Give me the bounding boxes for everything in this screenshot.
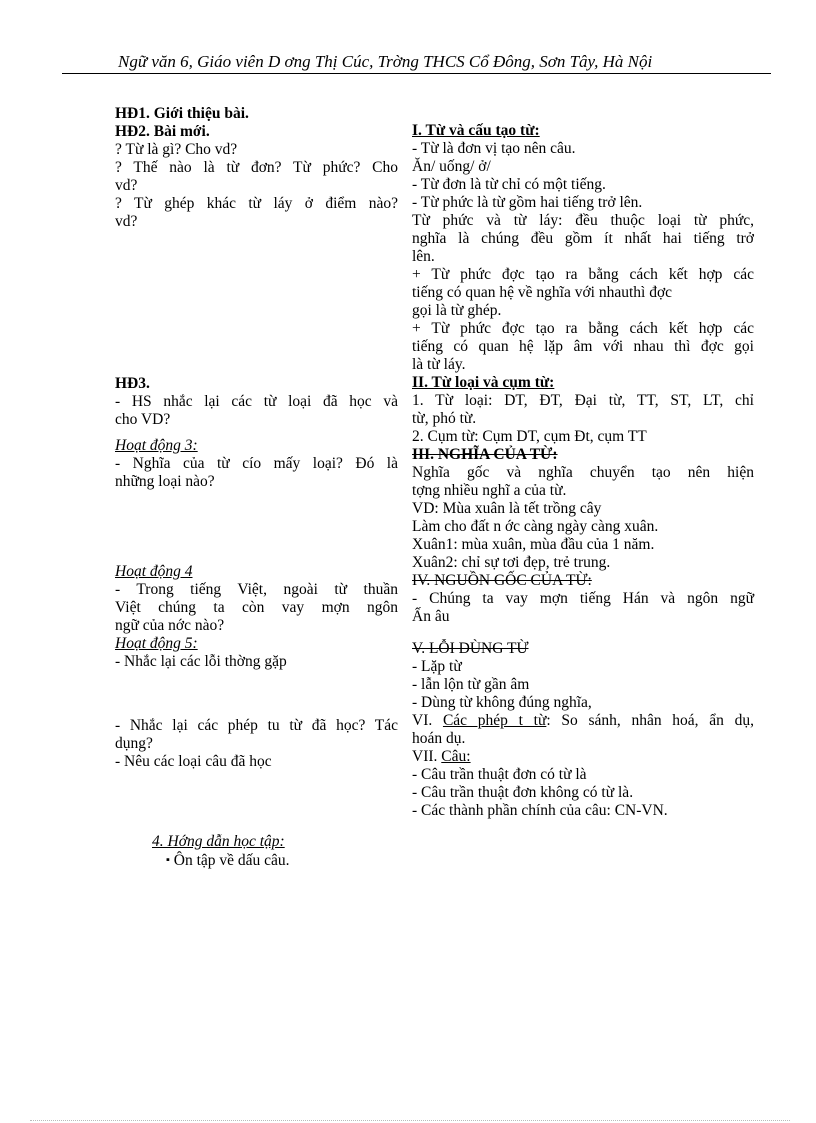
section-1-line-11: + Từ phức đợc tạo ra bằng cách kết hợp các (412, 320, 754, 337)
section-1-line-9: tiếng có quan hệ về nghĩa với nhauthì đợc (412, 284, 673, 301)
section-4-line-2: Ấn âu (412, 608, 450, 625)
activity-4-line-3: ngữ của nớc nào? (115, 617, 225, 634)
section-1-line-12: tiếng có quan hệ lặp âm với nhau thì đợc gọi (412, 338, 754, 355)
section-3-line-6: Xuân2: chỉ sự tơi đẹp, trẻ trung. (412, 554, 611, 571)
section-7-line-1: - Câu trần thuật đơn có từ là (412, 766, 587, 783)
activity-3-line-2: những loại nào? (115, 473, 215, 490)
section-2-line-3: 2. Cụm từ: Cụm DT, cụm Đt, cụm TT (412, 428, 647, 445)
right-column (412, 122, 754, 820)
activity-4-line-2: Việt chúng ta còn vay mợn ngôn (115, 599, 398, 616)
section-1-line-8: + Từ phức đợc tạo ra bằng cách kết hợp các (412, 266, 754, 283)
section-7-label: VII. (412, 748, 442, 765)
activity-3-heading: Hoạt động 3: (115, 437, 198, 454)
activity-5-line-3: dụng? (115, 735, 153, 752)
section-1-line-5: Từ phức và từ láy: đều thuộc loại từ phức, (412, 212, 754, 229)
section-6-rest: : So sánh, nhân hoá, ẩn dụ, (546, 712, 754, 729)
section-1-title: I. Từ và cấu tạo từ: (412, 122, 540, 139)
question-1: ? Từ là gì? Cho vd? (115, 141, 238, 158)
hd3-line-1: - HS nhắc lại các từ loại đã học và (115, 393, 398, 410)
hd3-line-2: cho VD? (115, 411, 171, 428)
section-6-label: VI. (412, 712, 443, 729)
section-5-title: V. LỖI DÙNG TỪ (412, 640, 529, 657)
activity-5-line-1: - Nhắc lại các lỗi thờng gặp (115, 653, 287, 670)
homework-title: 4. Hớng dẫn học tập: (152, 833, 285, 850)
page-bottom-rule (30, 1120, 790, 1121)
section-2-line-2: từ, phó từ. (412, 410, 477, 427)
section-6-line-1 (412, 712, 754, 730)
section-7-title: Câu: (441, 748, 471, 765)
activity-5-line-2: - Nhắc lại các phép tu từ đã học? Tác (115, 717, 398, 734)
section-5-line-3: - Dùng từ không đúng nghĩa, (412, 694, 592, 711)
section-1-line-6: nghĩa là chúng đều gồm ít nhất hai tiếng trở (412, 230, 754, 247)
activity-5-line-4: - Nêu các loại câu đã học (115, 753, 272, 770)
section-3-line-4: Làm cho đất n ớc càng ngày càng xuân. (412, 518, 659, 535)
section-6-line-2: hoán dụ. (412, 730, 466, 747)
left-column (115, 105, 398, 771)
hd1-heading: HĐ1. Giới thiệu bài. (115, 105, 249, 122)
section-3-line-2: tợng nhiều nghĩ a của từ. (412, 482, 567, 499)
section-5-line-1: - Lặp từ (412, 658, 462, 675)
section-3-line-3: VD: Mùa xuân là tết trồng cây (412, 500, 602, 517)
section-1-line-4: - Từ phức là từ gồm hai tiếng trở lên. (412, 194, 643, 211)
bullet-icon: ▪ (166, 854, 170, 866)
section-7-line-2: - Câu trần thuật đơn không có từ là. (412, 784, 634, 801)
spacer (115, 491, 398, 563)
activity-4-line-1: - Trong tiếng Việt, ngoài từ thuần (115, 581, 398, 598)
section-7-heading (412, 748, 754, 766)
homework-item (152, 851, 290, 870)
section-6-title: Các phép t từ (442, 712, 547, 729)
section-2-title: II. Từ loại và cụm từ: (412, 374, 555, 391)
hd3-heading: HĐ3. (115, 375, 150, 392)
activity-5-heading: Hoạt động 5: (115, 635, 198, 652)
question-3-line-1: ? Từ ghép khác từ láy ở điểm nào? (115, 195, 398, 212)
section-3-line-5: Xuân1: mùa xuân, mùa đầu của 1 năm. (412, 536, 655, 553)
section-2-line-1: 1. Từ loại: DT, ĐT, Đại từ, TT, ST, LT, chỉ (412, 392, 754, 409)
hd2-heading: HĐ2. Bài mới. (115, 123, 210, 140)
section-4-title: IV. NGUỒN GỐC CỦA TỪ: (412, 572, 592, 589)
section-1-line-7: lên. (412, 248, 435, 265)
spacer (115, 429, 398, 437)
section-1-line-10: gọi là từ ghép. (412, 302, 502, 319)
spacer (115, 231, 398, 375)
homework-item-text: Ôn tập về dấu câu. (173, 852, 290, 869)
section-1-line-2: Ăn/ uống/ ở/ (412, 158, 491, 175)
section-4-line-1: - Chúng ta vay mợn tiếng Hán và ngôn ngữ (412, 590, 754, 607)
header-rule (62, 73, 771, 74)
question-3-line-2: vd? (115, 213, 138, 230)
section-1-line-1: - Từ là đơn vị tạo nên câu. (412, 140, 576, 157)
spacer (412, 626, 754, 640)
question-2-line-2: vd? (115, 177, 138, 194)
homework-section (152, 832, 290, 870)
section-5-line-2: - lẫn lộn từ gần âm (412, 676, 530, 693)
spacer (115, 671, 398, 717)
section-1-line-13: là từ láy. (412, 356, 466, 373)
section-3-line-1: Nghĩa gốc và nghĩa chuyển tạo nên hiện (412, 464, 754, 481)
page-header: Ngữ văn 6, Giáo viên D ơng Thị Cúc, Trờng THCS Cổ Đông, Sơn Tây, Hà Nội (118, 52, 653, 71)
activity-3-line-1: - Nghĩa của từ cío mấy loại? Đó là (115, 455, 398, 472)
question-2-line-1: ? Thế nào là từ đơn? Từ phức? Cho (115, 159, 398, 176)
activity-4-heading: Hoạt động 4 (115, 563, 193, 580)
section-1-line-3: - Từ đơn là từ chỉ có một tiếng. (412, 176, 606, 193)
section-7-line-3: - Các thành phần chính của câu: CN-VN. (412, 802, 668, 819)
section-3-title: III. NGHĨA CỦA TỪ: (412, 446, 558, 463)
